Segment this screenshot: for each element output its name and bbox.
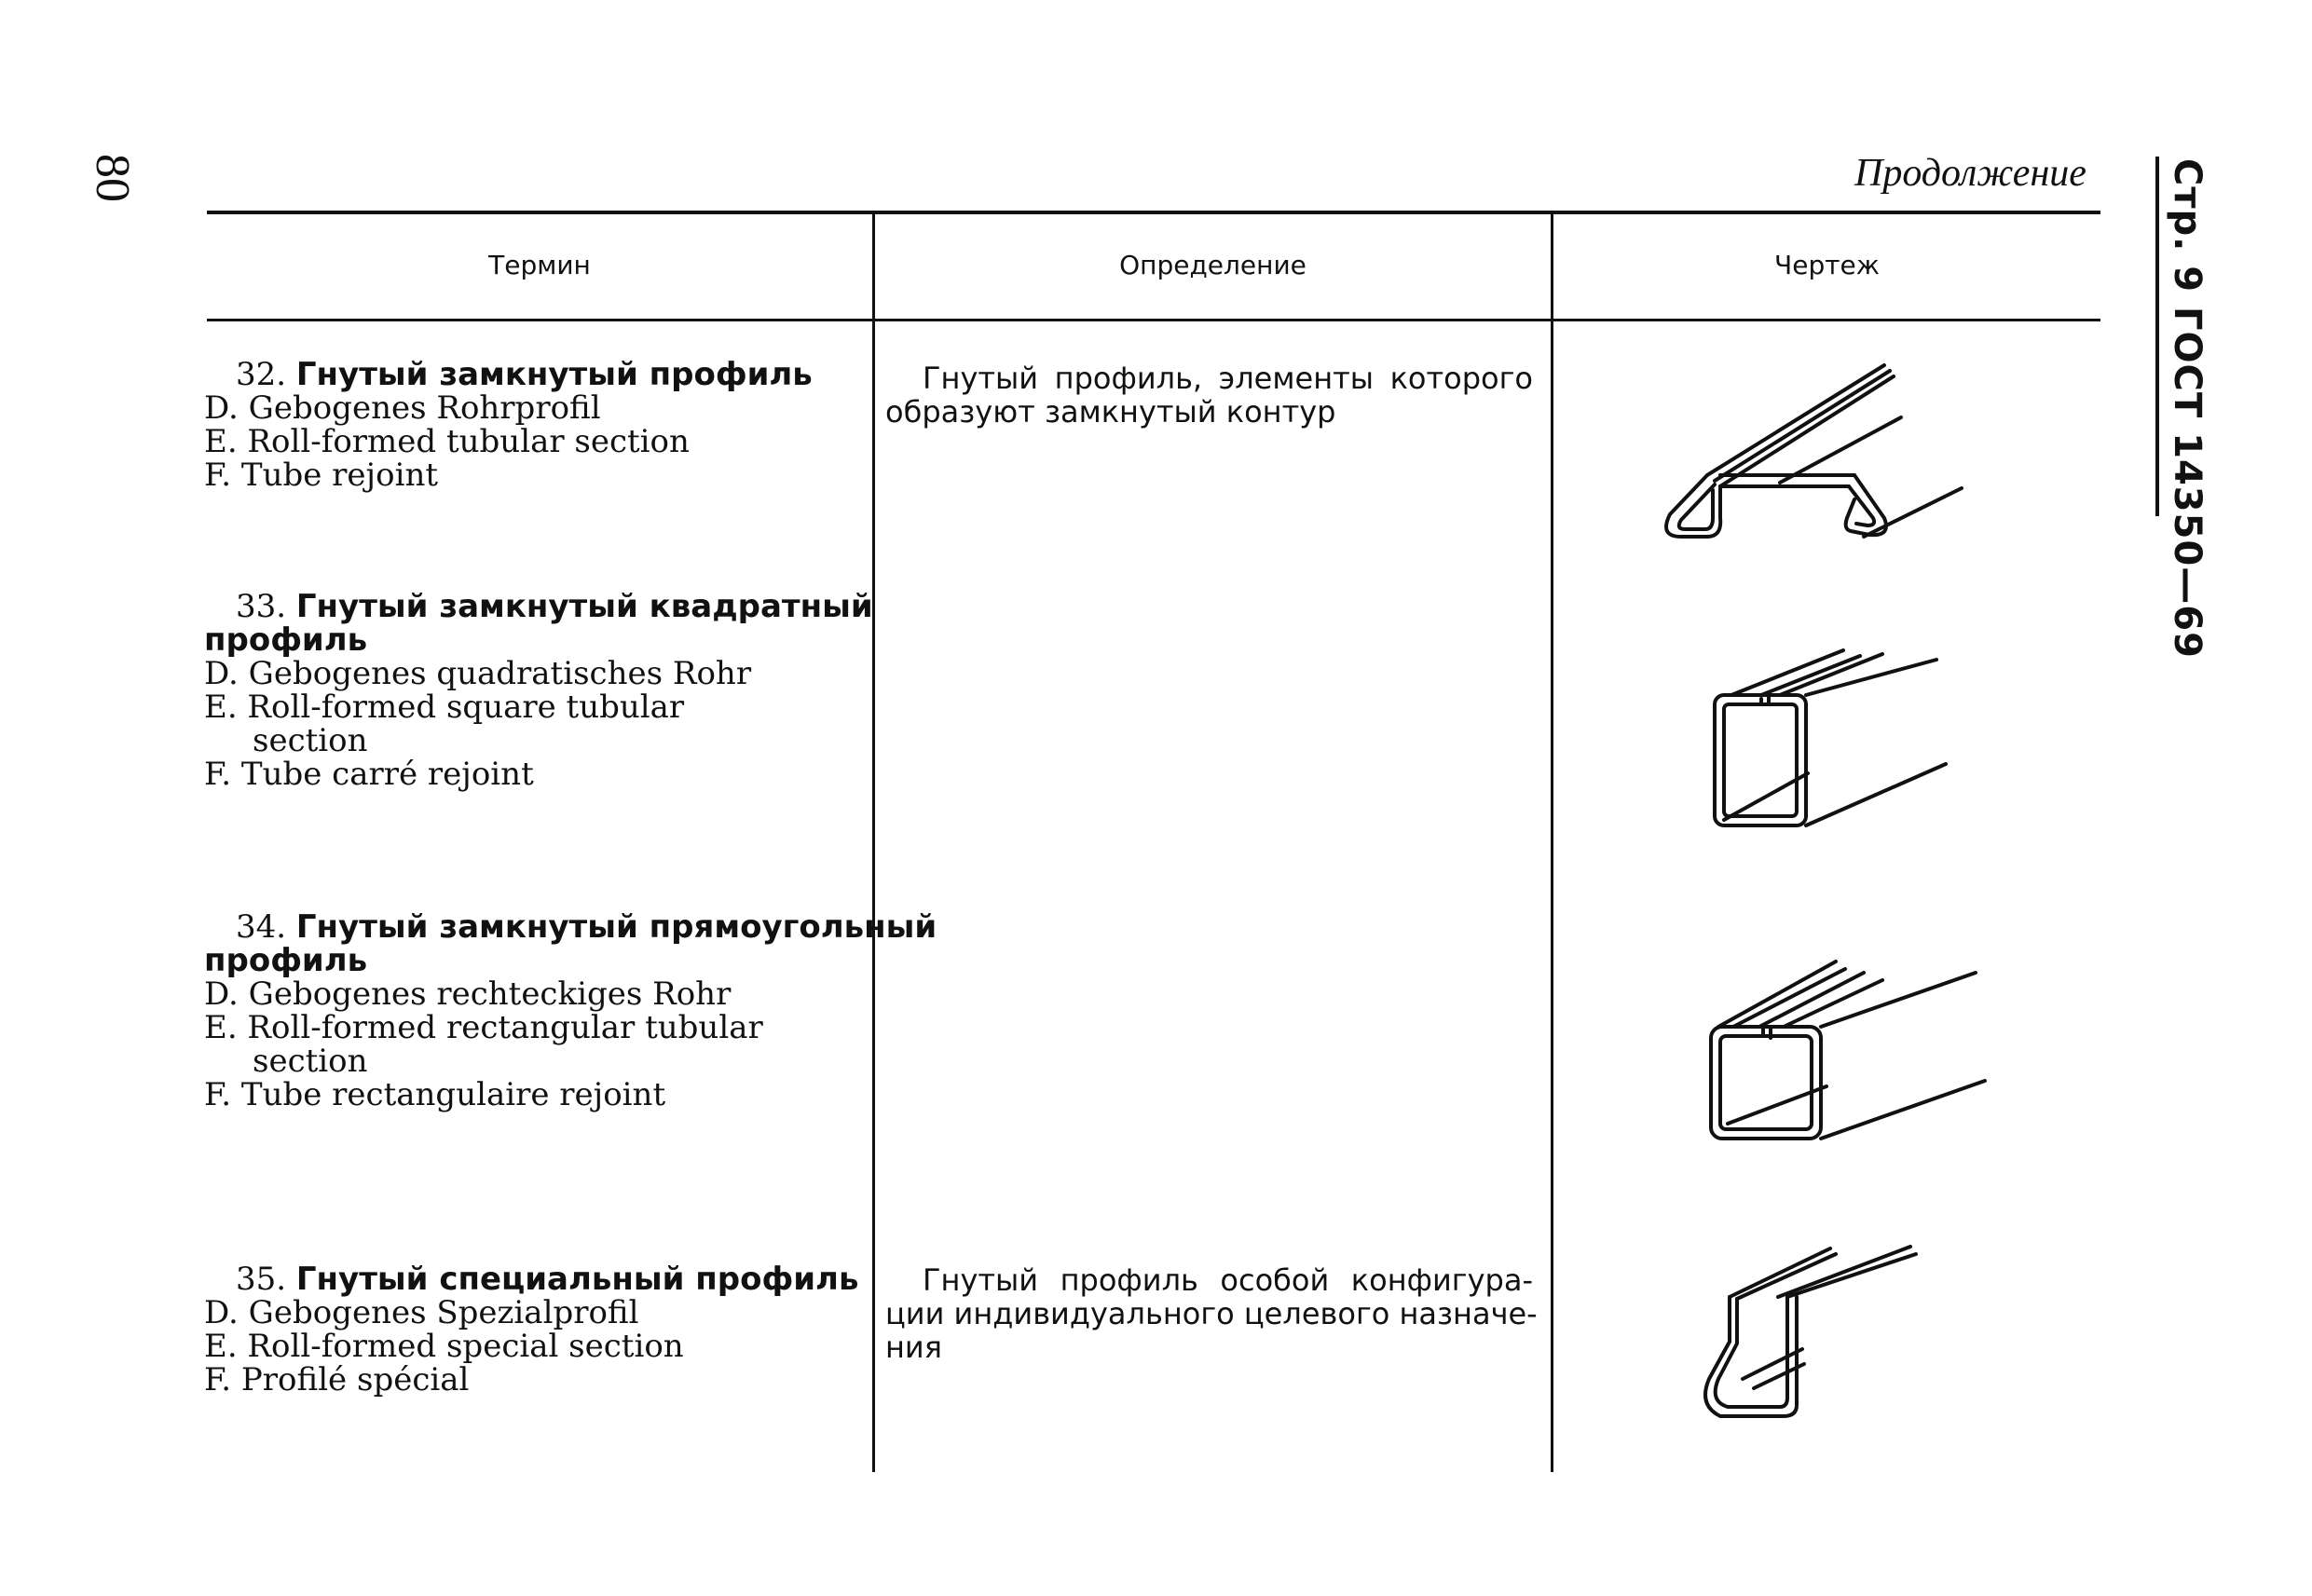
term-french: F. Tube rejoint	[204, 457, 438, 494]
term-row-34	[204, 908, 937, 1113]
definition-line: образуют замкнутый контур	[885, 394, 1336, 430]
definition-line: ции индивидуального целевого назначе-	[885, 1296, 1538, 1331]
column-divider-2	[1551, 214, 1553, 1472]
definition-line: Гнутый профиль особой конфигура-	[923, 1262, 1533, 1298]
special-profile-icon	[1687, 1239, 1938, 1435]
term-title: 32. Гнутый замкнутый профиль	[236, 356, 813, 393]
side-rule	[2155, 157, 2159, 516]
term-title: 34. Гнутый замкнутый прямоугольный	[236, 908, 937, 946]
term-english: E. Roll-formed rectangular tubular	[204, 1009, 763, 1046]
column-divider-1	[872, 214, 875, 1472]
closed-profile-with-lips-icon	[1640, 354, 1985, 550]
term-english-cont: section	[253, 722, 368, 759]
header-drawing: Чертеж	[1774, 250, 1880, 280]
term-french: F. Tube rectangulaire rejoint	[204, 1076, 666, 1113]
term-german: D. Gebogenes Spezialprofil	[204, 1294, 639, 1331]
term-english-cont: section	[253, 1043, 368, 1080]
term-german: D. Gebogenes Rohrprofil	[204, 389, 601, 427]
header-definition: Определение	[1119, 250, 1306, 280]
definition-line: ния	[885, 1330, 942, 1365]
term-german: D. Gebogenes quadratisches Rohr	[204, 655, 752, 692]
term-english: E. Roll-formed special section	[204, 1328, 684, 1365]
term-title-cont: профиль	[204, 942, 368, 979]
table-top-rule	[207, 211, 2100, 214]
table-header-rule	[207, 319, 2100, 321]
term-english: E. Roll-formed tubular section	[204, 423, 690, 460]
side-standard-label: Стр. 9 ГОСТ 14350—69	[2166, 158, 2209, 659]
term-title: 35. Гнутый специальный профиль	[236, 1261, 859, 1298]
definition-line: Гнутый профиль, элементы которого	[923, 361, 1533, 396]
term-row-32	[204, 358, 856, 492]
page-number: 80	[86, 154, 139, 202]
rectangular-tube-icon	[1705, 956, 1994, 1152]
term-row-35	[204, 1261, 859, 1398]
definition-row-32	[885, 361, 1538, 429]
definition-row-35	[885, 1263, 1538, 1364]
term-english: E. Roll-formed square tubular	[204, 689, 685, 726]
term-french: F. Tube carré rejoint	[204, 756, 534, 793]
square-tube-icon	[1705, 643, 1966, 843]
continuation-label: Продолжение	[1854, 152, 2086, 195]
term-title-cont: профиль	[204, 621, 368, 659]
term-french: F. Profilé spécial	[204, 1361, 470, 1398]
term-title: 33. Гнутый замкнутый квадратный	[236, 588, 873, 625]
term-row-33	[204, 588, 873, 793]
term-german: D. Gebogenes rechteckiges Rohr	[204, 975, 732, 1013]
header-term: Термин	[488, 250, 591, 280]
